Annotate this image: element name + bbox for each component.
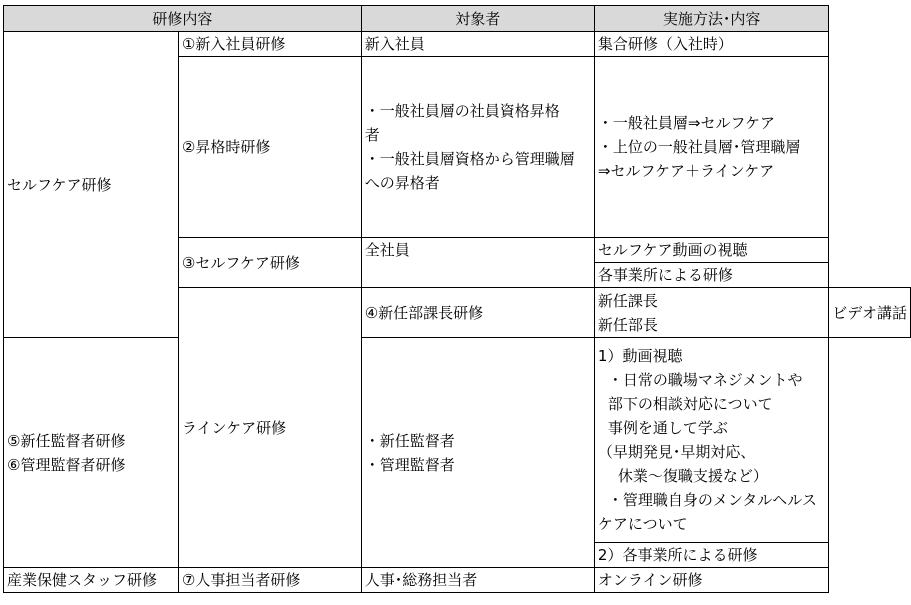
training-target: ・新任監督者 ・管理監督者 (361, 338, 594, 568)
header-target: 対象者 (361, 6, 594, 32)
training-method: ・一般社員層⇒セルフケア ・上位の一般社員層･管理職層 ⇒セルフケア＋ラインケア (594, 57, 828, 238)
training-target: 全社員 (361, 238, 594, 288)
training-target: ・一般社員層の社員資格昇格 者 ・一般社員層資格から管理職層 への昇格者 (361, 57, 594, 238)
training-method: 集合研修（入社時） (594, 32, 828, 57)
training-name: ③セルフケア研修 (178, 238, 361, 288)
training-method: セルフケア動画の視聴 (594, 238, 828, 263)
training-name: ①新入社員研修 (178, 32, 361, 57)
training-target: 新任課長 新任部長 (594, 288, 828, 338)
training-name: ④新任部課長研修 (361, 288, 594, 338)
training-method: ビデオ講話 (829, 288, 911, 338)
table-row (4, 338, 911, 543)
training-method: 2）各事業所による研修 (594, 543, 828, 568)
group-self-care: セルフケア研修 (4, 32, 179, 338)
training-target: 人事･総務担当者 (361, 568, 594, 593)
header-training-content: 研修内容 (4, 6, 362, 32)
group-occupational-health: 産業保健スタッフ研修 (4, 568, 179, 593)
training-method: 各事業所による研修 (594, 263, 828, 288)
training-method: 1）動画視聴 ・日常の職場マネジメントや 部下の相談対応について 事例を通して学ぶ （早期発見･早期対応、 休業～復職支援など） ・管理職自身のメンタルヘルス ケアについて (594, 338, 828, 543)
training-table (3, 5, 911, 593)
header-method: 実施方法･内容 (594, 6, 828, 32)
training-name: ②昇格時研修 (178, 57, 361, 238)
group-line-care: ラインケア研修 (178, 288, 361, 568)
table-row (4, 32, 911, 57)
header-row (4, 6, 911, 32)
training-name: ⑦人事担当者研修 (178, 568, 361, 593)
table-row (4, 568, 911, 593)
training-method: オンライン研修 (594, 568, 828, 593)
training-target: 新入社員 (361, 32, 594, 57)
training-name: ⑤新任監督者研修 ⑥管理監督者研修 (4, 338, 179, 568)
